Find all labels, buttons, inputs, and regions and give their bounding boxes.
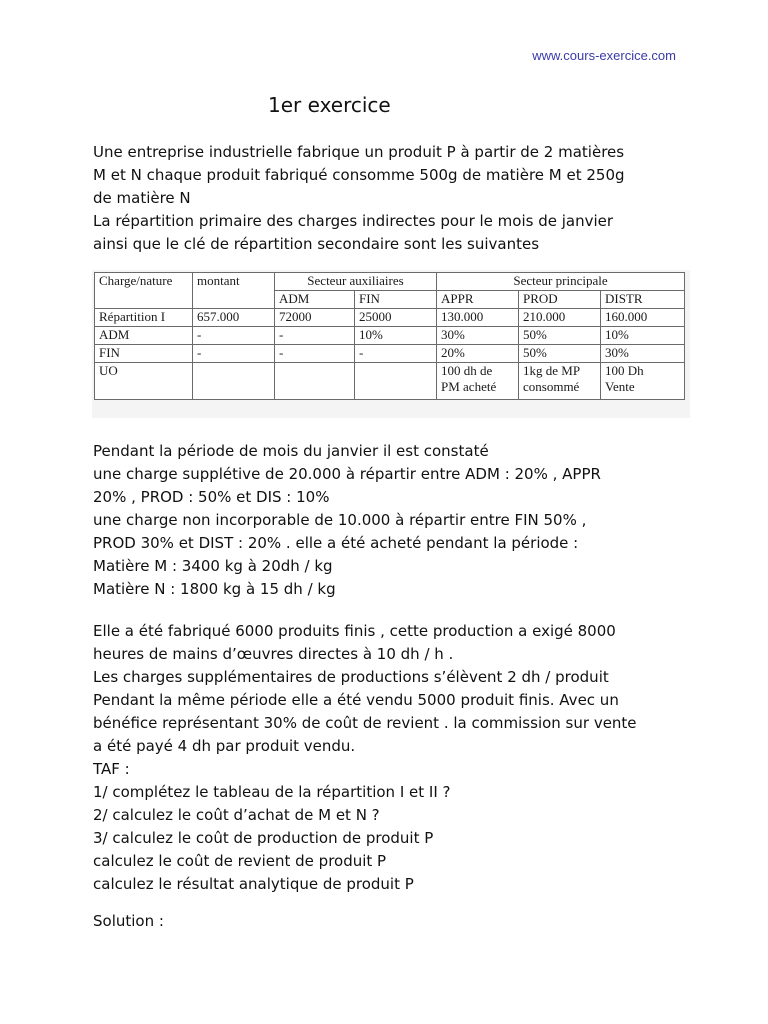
table-cell: ADM (95, 327, 193, 345)
text-line: une charge non incorporable de 10.000 à répartir entre FIN 50% , (93, 511, 587, 529)
uo-prod-line: consommé (523, 379, 580, 394)
header-charge-nature: Charge/nature (95, 273, 193, 309)
text-line: une charge supplétive de 20.000 à répartir entre ADM : 20% , APPR (93, 465, 601, 483)
task-line: calculez le résultat analytique de produit P (93, 875, 414, 893)
period-paragraph (93, 440, 693, 601)
table-cell: - (275, 345, 355, 363)
task-line: 2/ calculez le coût d’achat de M et N ? (93, 806, 380, 824)
table-cell (193, 363, 275, 400)
text-line: PROD 30% et DIST : 20% . elle a été acheté pendant la période : (93, 534, 579, 552)
table-cell: 30% (601, 345, 685, 363)
table-cell: 50% (519, 327, 601, 345)
table-cell: 210.000 (519, 309, 601, 327)
text-line: Pendant la même période elle a été vendu 5000 produit finis. Avec un (93, 691, 619, 709)
table-cell: 20% (437, 345, 519, 363)
table-cell: 130.000 (437, 309, 519, 327)
header-prod: PROD (519, 291, 601, 309)
header-fin: FIN (355, 291, 437, 309)
repartition-table (94, 272, 685, 400)
text-line: a été payé 4 dh par produit vendu. (93, 737, 356, 755)
table-cell: UO (95, 363, 193, 400)
text-line: Matière N : 1800 kg à 15 dh / kg (93, 580, 336, 598)
text-line: ainsi que le clé de répartition secondaire sont les suivantes (93, 235, 540, 253)
uo-appr-line: PM acheté (441, 379, 497, 394)
table-cell (275, 363, 355, 400)
table-cell: 30% (437, 327, 519, 345)
table-row (95, 345, 685, 363)
table-cell (355, 363, 437, 400)
task-line: 1/ complétez le tableau de la répartition I et II ? (93, 783, 451, 801)
header-appr: APPR (437, 291, 519, 309)
page-title: 1er exercice (268, 93, 391, 117)
table-cell (437, 363, 519, 400)
table-cell: 160.000 (601, 309, 685, 327)
text-line: M et N chaque produit fabriqué consomme 500g de matière M et 250g (93, 166, 625, 184)
table-cell: - (193, 345, 275, 363)
table-row-uo (95, 363, 685, 400)
text-line: Pendant la période de mois du janvier il est constaté (93, 442, 489, 460)
header-adm: ADM (275, 291, 355, 309)
header-secteur-principale: Secteur principale (437, 273, 685, 291)
table-cell: 50% (519, 345, 601, 363)
table-cell (519, 363, 601, 400)
text-line: Une entreprise industrielle fabrique un produit P à partir de 2 matières (93, 143, 625, 161)
text-line: 20% , PROD : 50% et DIS : 10% (93, 488, 330, 506)
text-line: Les charges supplémentaires de productions s’élèvent 2 dh / produit (93, 668, 609, 686)
text-line: Matière M : 3400 kg à 20dh / kg (93, 557, 333, 575)
header-distr: DISTR (601, 291, 685, 309)
task-line: 3/ calculez le coût de production de produit P (93, 829, 434, 847)
uo-appr-line: 100 dh de (441, 363, 493, 378)
header-montant: montant (193, 273, 275, 309)
repartition-table-image (92, 270, 690, 418)
taf-heading: TAF : (93, 760, 130, 778)
table-header-row (95, 273, 685, 291)
header-secteur-auxiliaires: Secteur auxiliaires (275, 273, 437, 291)
table-cell: Répartition I (95, 309, 193, 327)
solution-label: Solution : (93, 912, 164, 930)
task-line: calculez le coût de revient de produit P (93, 852, 387, 870)
table-cell: - (355, 345, 437, 363)
intro-paragraph (93, 141, 693, 256)
table-cell: - (193, 327, 275, 345)
table-cell: - (275, 327, 355, 345)
table-cell: 25000 (355, 309, 437, 327)
uo-distr-line: Vente (605, 379, 635, 394)
text-line: heures de mains d’œuvres directes à 10 dh / h . (93, 645, 454, 663)
uo-distr-line: 100 Dh (605, 363, 644, 378)
table-cell: FIN (95, 345, 193, 363)
table-cell: 10% (355, 327, 437, 345)
text-line: La répartition primaire des charges indirectes pour le mois de janvier (93, 212, 614, 230)
table-row (95, 327, 685, 345)
uo-prod-line: 1kg de MP (523, 363, 581, 378)
table-row (95, 309, 685, 327)
table-cell (601, 363, 685, 400)
text-line: bénéfice représentant 30% de coût de revient . la commission sur vente (93, 714, 637, 732)
table-cell: 657.000 (193, 309, 275, 327)
table-cell: 72000 (275, 309, 355, 327)
table-cell: 10% (601, 327, 685, 345)
site-link[interactable]: www.cours-exercice.com (532, 48, 676, 63)
production-paragraph (93, 620, 693, 896)
text-line: Elle a été fabriqué 6000 produits finis , cette production a exigé 8000 (93, 622, 616, 640)
text-line: de matière N (93, 189, 191, 207)
